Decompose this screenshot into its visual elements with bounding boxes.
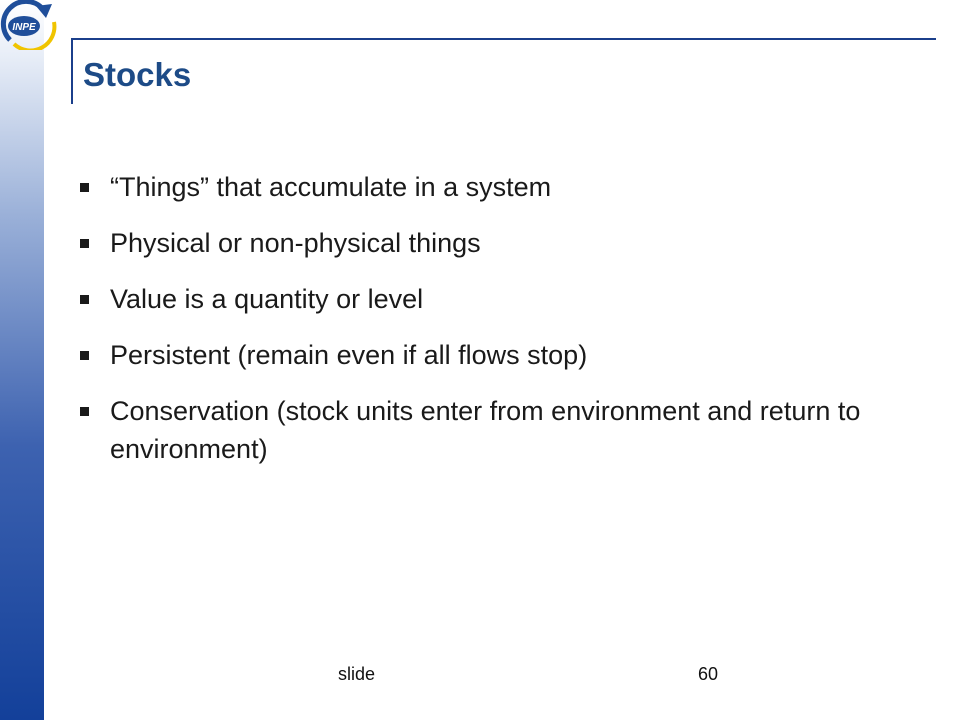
bullet-item (76, 168, 896, 206)
bullet-item (76, 336, 896, 374)
title-rule-vertical (71, 38, 73, 104)
bullet-item (76, 280, 896, 318)
bullet-list (76, 168, 896, 486)
bullet-text: “Things” that accumulate in a system (110, 172, 552, 202)
square-bullet-icon (80, 351, 89, 360)
bullet-text: Value is a quantity or level (110, 284, 424, 314)
slide-title: Stocks (83, 56, 192, 93)
logo-text: INPE (12, 22, 36, 33)
square-bullet-icon (80, 295, 89, 304)
square-bullet-icon (80, 183, 89, 192)
bullet-item (76, 224, 896, 262)
slide-number: 60 (698, 664, 719, 684)
title-rule-horizontal (72, 38, 936, 40)
square-bullet-icon (80, 239, 89, 248)
square-bullet-icon (80, 407, 89, 416)
bullet-text: Persistent (remain even if all flows stop) (110, 340, 588, 370)
bullet-text: Conservation (stock units enter from environment and return to environment) (110, 396, 861, 464)
decorative-side-bar (0, 0, 44, 720)
bullet-item (76, 392, 896, 468)
bullet-text: Physical or non-physical things (110, 228, 481, 258)
footer-label: slide (338, 664, 376, 684)
inpe-logo-icon (0, 0, 62, 50)
